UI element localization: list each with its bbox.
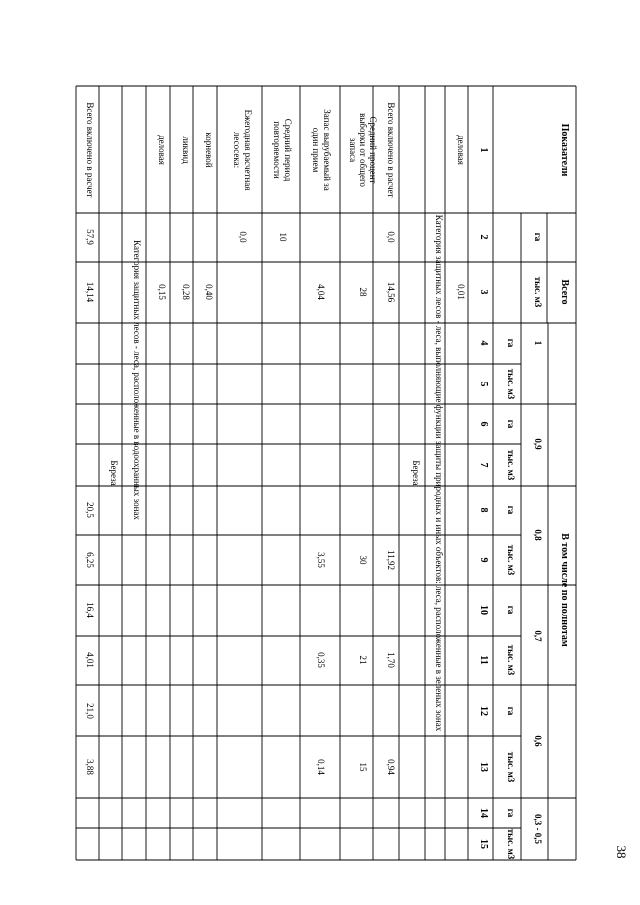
col-num-4: 4: [478, 340, 489, 346]
vsego2-v11: 4,01: [85, 652, 95, 668]
col-num-10: 10: [478, 605, 489, 615]
vsego1-v3: 14,56: [386, 281, 396, 303]
zapas-label-2: один прием: [311, 127, 321, 173]
col-num-15: 15: [478, 839, 489, 849]
sred-proc-label-1: Средний процент: [368, 116, 378, 184]
period-v2: 10: [278, 232, 288, 242]
species-2: Береза: [109, 460, 119, 486]
vsego1-v2: 0,0: [386, 231, 396, 243]
unit-ha-03-05: га: [506, 808, 516, 818]
row-delovaya-top-v3: 0,01: [456, 284, 466, 300]
col-num-5: 5: [478, 381, 489, 387]
period-label-1: Средний период: [283, 118, 293, 182]
header-indicator: Показатели: [559, 123, 570, 177]
unit-ha-1: га: [506, 338, 516, 348]
header-total: Всего: [559, 279, 570, 305]
col-num-11: 11: [478, 655, 489, 665]
col-num-9: 9: [478, 557, 489, 563]
col-num-6: 6: [478, 421, 489, 427]
vsego1-v13: 0,94: [386, 759, 396, 775]
unit-m3-total: тыс. м3: [533, 276, 543, 308]
sred-proc-v13: 15: [358, 762, 368, 772]
col-num-7: 7: [478, 462, 489, 468]
unit-m3-06: тыс. м3: [506, 751, 516, 783]
zapas-v9: 3,55: [316, 552, 326, 568]
page-number: 38: [614, 845, 629, 859]
category-2: Категория защитных лесов - леса, расположенные в водоохранных зонах: [132, 240, 142, 520]
vsego2-v13: 3,88: [85, 759, 95, 775]
unit-m3-07: тыс. м3: [506, 644, 516, 676]
vsego2-v2: 57,9: [85, 229, 95, 245]
unit-m3-08: тыс. м3: [506, 544, 516, 576]
unit-m3-1: тыс. м3: [506, 368, 516, 400]
density-09: 0,9: [533, 438, 543, 450]
density-06: 0,6: [533, 735, 543, 747]
zapas-label-1: Запас вырубаемый за: [322, 109, 332, 191]
unit-ha-total: га: [533, 232, 543, 242]
unit-ha-07: га: [506, 605, 516, 615]
unit-ha-09: га: [506, 419, 516, 429]
vsego2-v8: 20,5: [85, 502, 95, 518]
zapas-v11: 0,35: [316, 652, 326, 668]
unit-ha-08: га: [506, 505, 516, 515]
vsego1-v11: 1,70: [386, 652, 396, 668]
density-1: 1: [533, 340, 543, 346]
kornevoy-label: корневой: [204, 132, 214, 168]
lesoseka-v2: 0,0: [238, 231, 248, 243]
sred-proc-v9: 30: [358, 555, 368, 565]
density-07: 0,7: [533, 630, 543, 642]
period-label-2: повторяемости: [272, 121, 282, 179]
density-08: 0,8: [533, 529, 543, 541]
sred-proc-v11: 21: [358, 655, 368, 665]
sred-proc-label-3: запаса: [348, 137, 358, 163]
delovaya-v3: 0,15: [157, 284, 167, 300]
zapas-v3: 4,04: [316, 284, 326, 300]
delovaya-label: деловая: [157, 135, 167, 165]
vsego2-v12: 21,0: [85, 703, 95, 719]
col-num-1: 1: [478, 147, 489, 153]
sred-proc-label-2: выборки от общего: [358, 113, 368, 187]
likvid-label: ликвид: [181, 136, 191, 164]
likvid-v3: 0,28: [181, 284, 191, 300]
sred-proc-v3: 28: [358, 287, 368, 297]
vsego1-v9: 11,92: [386, 550, 396, 570]
vsego2-v3: 14,14: [85, 281, 95, 303]
col-num-2: 2: [478, 234, 489, 240]
col-num-14: 14: [478, 808, 489, 818]
header-by-density: В том числе по полнотам: [559, 533, 570, 647]
vsego2-v10: 16,4: [85, 602, 95, 618]
vsego2-label: Всего включено в расчет: [85, 102, 95, 198]
row-delovaya-top-label: деловая: [456, 135, 466, 165]
zapas-v13: 0,14: [316, 759, 326, 775]
species-1: Береза: [411, 460, 421, 486]
lesoseka-label-2: лесосека:: [232, 131, 242, 169]
density-03-05: 0,3 - 0,5: [533, 814, 543, 844]
col-num-8: 8: [478, 507, 489, 513]
col-num-12: 12: [478, 706, 489, 716]
category-1: Категория защитных лесов - леса, выполняющие функции защиты природных и иных объектов: леса, расположенные в зеленых зонах: [434, 214, 444, 732]
unit-m3-09: тыс. м3: [506, 449, 516, 481]
vsego1-label: Всего включено в расчет: [386, 102, 396, 198]
vsego2-v9: 6,25: [85, 552, 95, 568]
col-num-3: 3: [478, 289, 489, 295]
unit-ha-06: га: [506, 706, 516, 716]
col-num-13: 13: [478, 762, 489, 772]
unit-m3-03-05: тыс. м3: [506, 828, 516, 860]
kornevoy-v3: 0,40: [204, 284, 214, 300]
lesoseka-label-1: Ежегодная расчетная: [243, 109, 253, 191]
